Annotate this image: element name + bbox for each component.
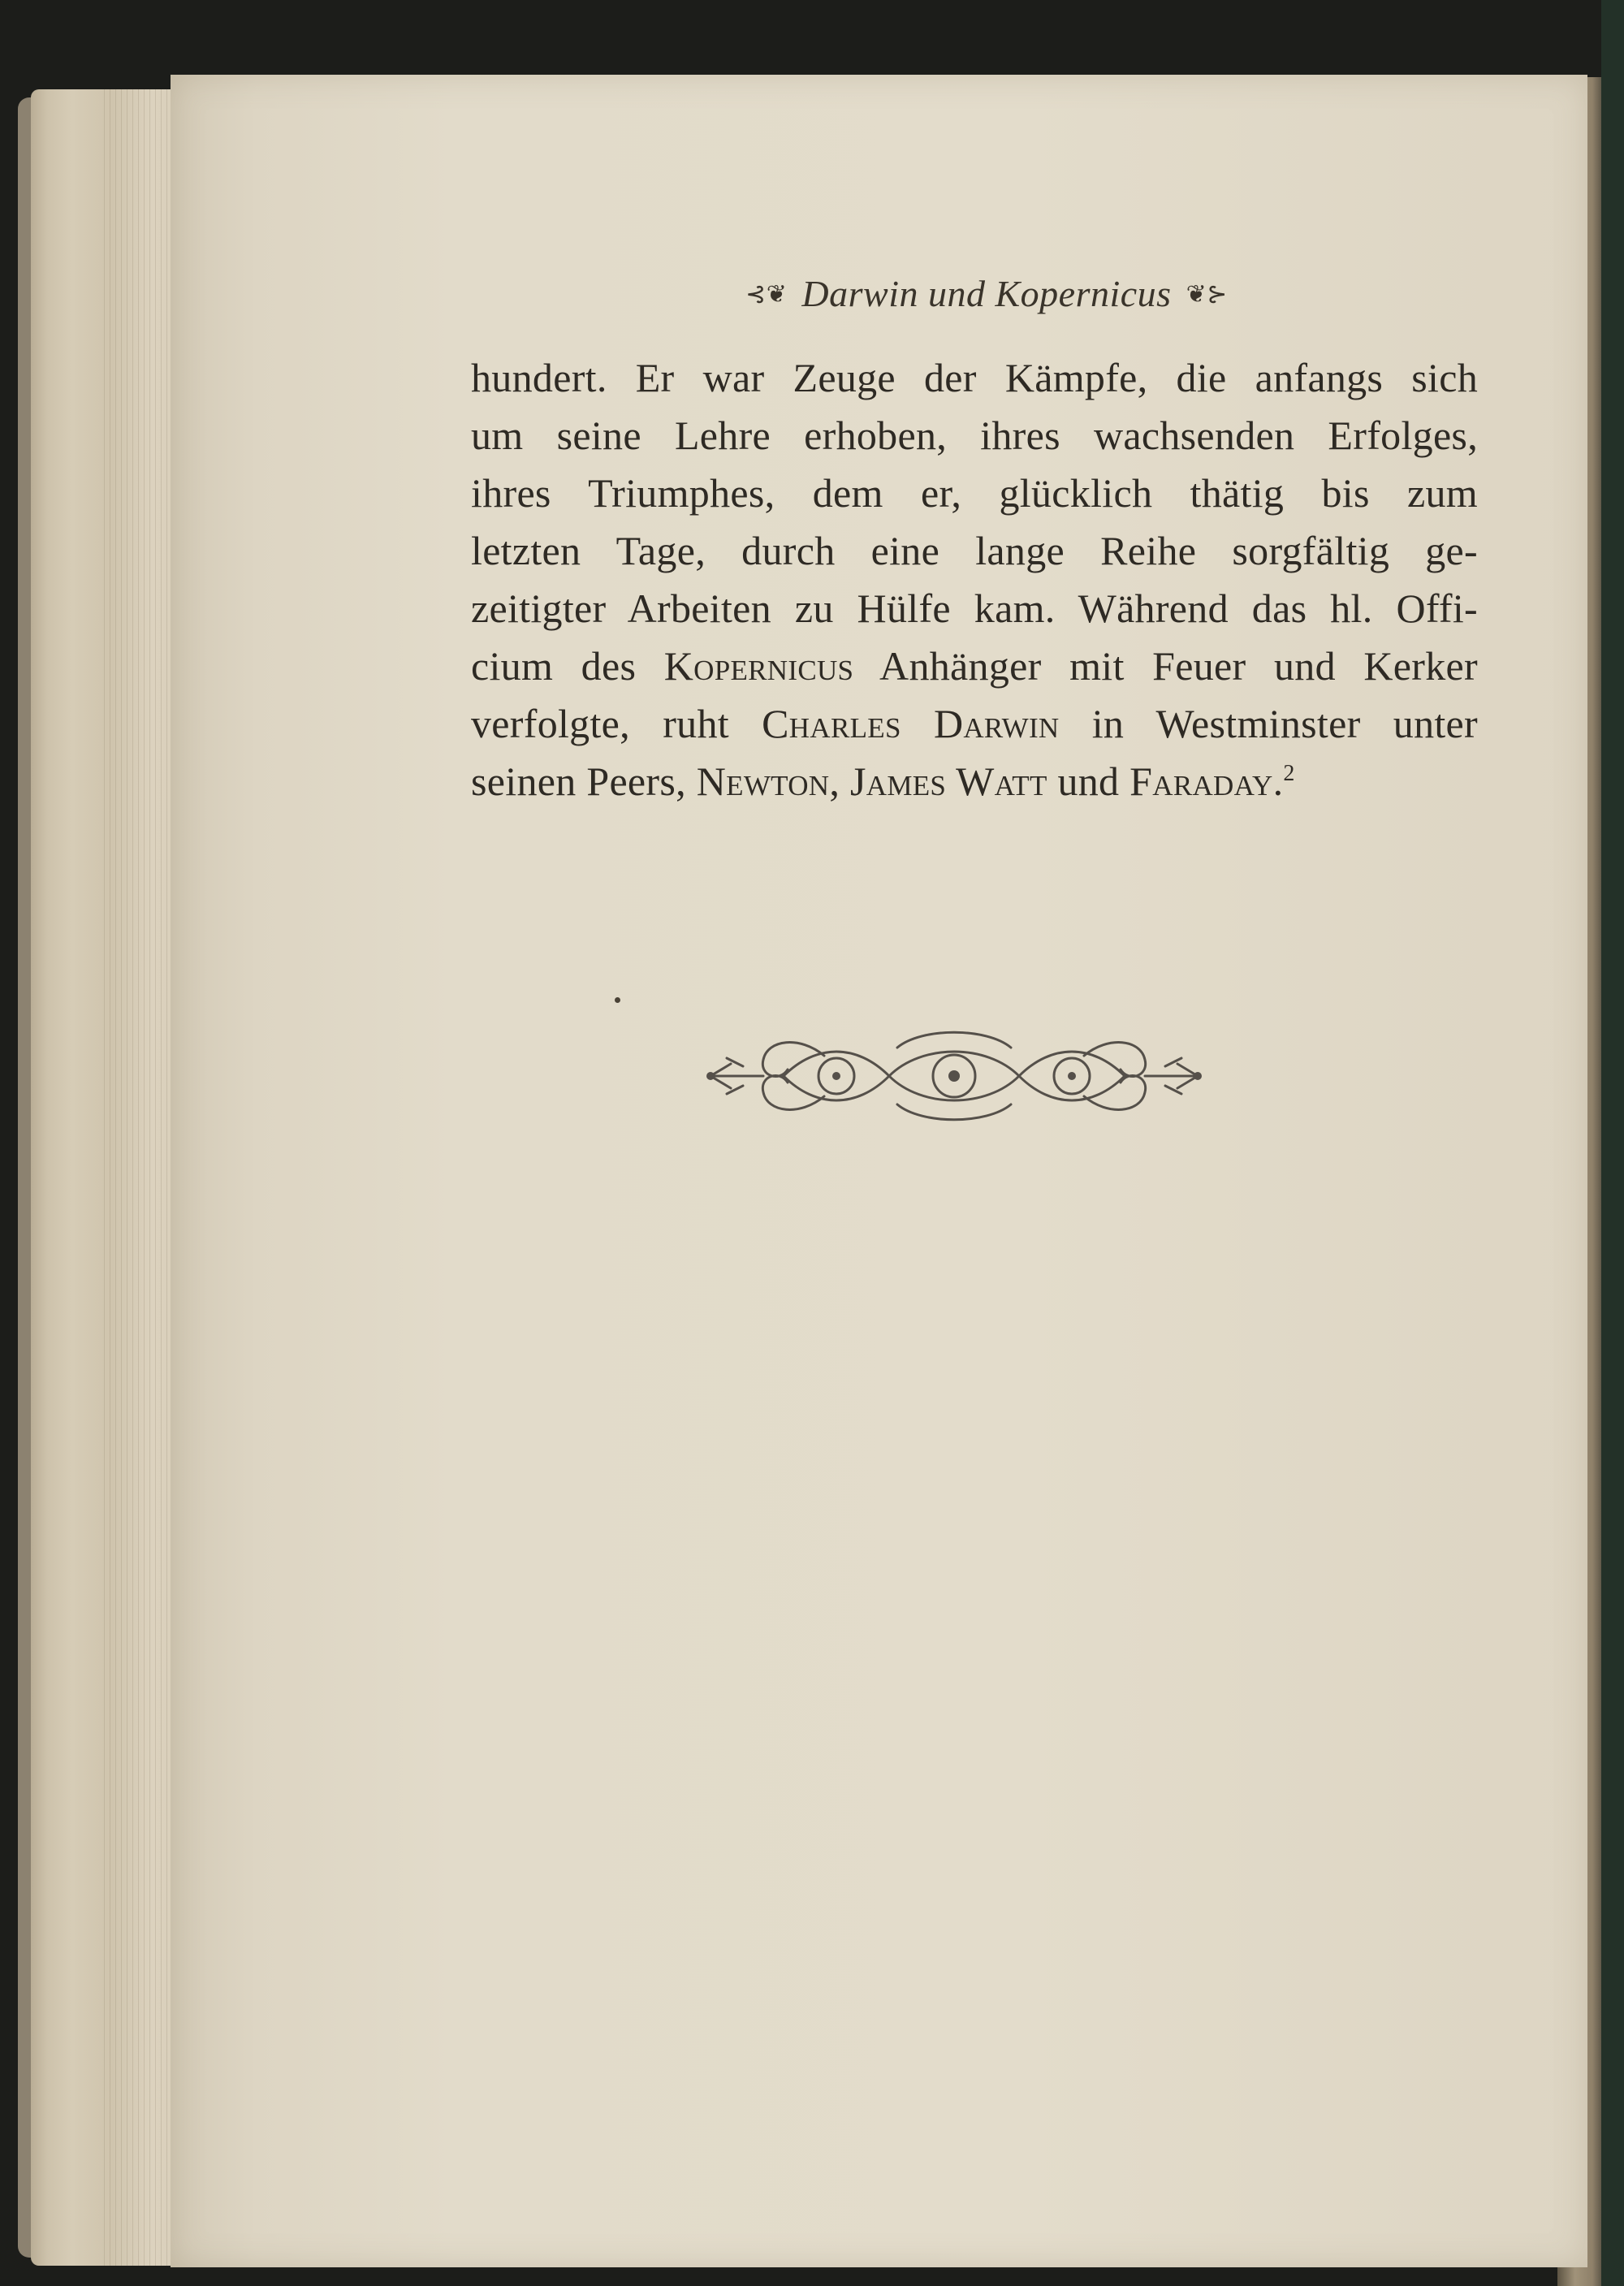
text-line-8 xyxy=(471,753,1478,810)
text-line-3: ihres Triumphes, dem er, glücklich thätig bis zum xyxy=(471,470,1478,516)
text-run: verfolgte, ruht xyxy=(471,701,762,746)
tailpiece-ornament-icon xyxy=(694,1019,1214,1133)
name-james-watt: James Watt xyxy=(849,758,1047,804)
running-head xyxy=(690,272,1283,315)
ink-speck xyxy=(615,997,620,1003)
text-line-1: hundert. Er war Zeuge der Kämpfe, die anfangs sich xyxy=(471,355,1478,400)
text-run: und xyxy=(1047,758,1130,804)
name-faraday: Faraday xyxy=(1129,758,1273,804)
background-edge xyxy=(1601,0,1624,2286)
text-line-4: letzten Tage, durch eine lange Reihe sorgfältig ge- xyxy=(471,528,1478,573)
text-line-5: zeitigter Arbeiten zu Hülfe kam. Während das hl. Offi- xyxy=(471,586,1478,631)
text-run: . xyxy=(1272,758,1284,804)
right-fleuron-icon: ❦⊱ xyxy=(1186,280,1228,308)
name-newton: Newton xyxy=(696,758,830,804)
text-line-6 xyxy=(471,637,1478,695)
text-run: Anhänger mit Feuer und Kerker xyxy=(853,643,1478,689)
text-run: cium des xyxy=(471,643,664,689)
text-run: in Westminster unter xyxy=(1059,701,1479,746)
text-run: seinen Peers, xyxy=(471,758,697,804)
text-line-7 xyxy=(471,695,1478,753)
running-head-title: Darwin und Kopernicus xyxy=(801,273,1172,314)
text-run: , xyxy=(829,758,850,804)
name-kopernicus: Kopernicus xyxy=(663,643,854,689)
footnote-reference: 2 xyxy=(1283,761,1295,786)
left-fleuron-icon: ⊰❦ xyxy=(745,280,788,308)
body-paragraph xyxy=(471,349,1478,810)
name-charles-darwin: Charles Darwin xyxy=(762,701,1060,746)
text-line-2: um seine Lehre erhoben, ihres wachsenden Erfolges, xyxy=(471,413,1478,458)
